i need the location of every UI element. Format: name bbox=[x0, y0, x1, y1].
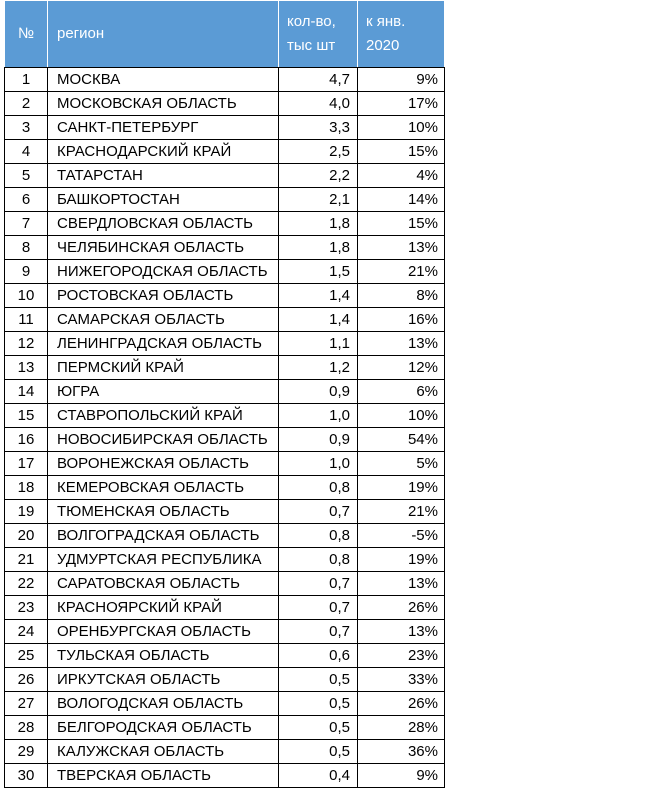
table-row bbox=[5, 644, 445, 668]
row-number: 24 bbox=[5, 620, 48, 644]
row-region: ОРЕНБУРГСКАЯ ОБЛАСТЬ bbox=[48, 620, 279, 644]
row-number: 4 bbox=[5, 140, 48, 164]
row-change: 12% bbox=[358, 356, 445, 380]
row-quantity: 0,6 bbox=[279, 644, 358, 668]
row-number: 19 bbox=[5, 500, 48, 524]
header-quantity-line2: тыс шт bbox=[287, 37, 336, 54]
row-change: 16% bbox=[358, 308, 445, 332]
row-quantity: 4,7 bbox=[279, 68, 358, 92]
row-quantity: 2,1 bbox=[279, 188, 358, 212]
table-row bbox=[5, 692, 445, 716]
table-body bbox=[5, 68, 445, 788]
table-row bbox=[5, 404, 445, 428]
table-row bbox=[5, 356, 445, 380]
header-quantity-line1: кол-во, bbox=[287, 13, 336, 30]
row-number: 5 bbox=[5, 164, 48, 188]
table-row bbox=[5, 92, 445, 116]
row-change: 10% bbox=[358, 116, 445, 140]
table-row bbox=[5, 284, 445, 308]
table-row bbox=[5, 572, 445, 596]
row-region: БЕЛГОРОДСКАЯ ОБЛАСТЬ bbox=[48, 716, 279, 740]
region-table bbox=[4, 0, 445, 788]
row-quantity: 1,8 bbox=[279, 212, 358, 236]
row-quantity: 0,8 bbox=[279, 524, 358, 548]
row-change: 4% bbox=[358, 164, 445, 188]
row-quantity: 1,0 bbox=[279, 452, 358, 476]
row-change: 19% bbox=[358, 548, 445, 572]
row-number: 27 bbox=[5, 692, 48, 716]
table-row bbox=[5, 764, 445, 788]
table-row bbox=[5, 212, 445, 236]
row-change: 8% bbox=[358, 284, 445, 308]
row-quantity: 0,4 bbox=[279, 764, 358, 788]
header-number: № bbox=[5, 1, 48, 68]
row-quantity: 0,7 bbox=[279, 596, 358, 620]
row-change: 21% bbox=[358, 500, 445, 524]
row-region: ЮГРА bbox=[48, 380, 279, 404]
row-quantity: 4,0 bbox=[279, 92, 358, 116]
table-header bbox=[5, 1, 445, 68]
row-quantity: 1,1 bbox=[279, 332, 358, 356]
row-region: ЛЕНИНГРАДСКАЯ ОБЛАСТЬ bbox=[48, 332, 279, 356]
row-quantity: 0,8 bbox=[279, 548, 358, 572]
table-row bbox=[5, 740, 445, 764]
row-region: ПЕРМСКИЙ КРАЙ bbox=[48, 356, 279, 380]
table-row bbox=[5, 116, 445, 140]
row-region: КАЛУЖСКАЯ ОБЛАСТЬ bbox=[48, 740, 279, 764]
row-quantity: 0,5 bbox=[279, 740, 358, 764]
row-number: 10 bbox=[5, 284, 48, 308]
region-table-container bbox=[4, 0, 444, 788]
row-region: СВЕРДЛОВСКАЯ ОБЛАСТЬ bbox=[48, 212, 279, 236]
row-number: 13 bbox=[5, 356, 48, 380]
table-row bbox=[5, 308, 445, 332]
row-region: СТАВРОПОЛЬСКИЙ КРАЙ bbox=[48, 404, 279, 428]
table-row bbox=[5, 476, 445, 500]
row-region: САНКТ-ПЕТЕРБУРГ bbox=[48, 116, 279, 140]
row-number: 26 bbox=[5, 668, 48, 692]
row-change: 13% bbox=[358, 620, 445, 644]
row-change: -5% bbox=[358, 524, 445, 548]
table-row bbox=[5, 524, 445, 548]
row-change: 9% bbox=[358, 764, 445, 788]
table-row bbox=[5, 236, 445, 260]
row-region: ТВЕРСКАЯ ОБЛАСТЬ bbox=[48, 764, 279, 788]
row-region: НОВОСИБИРСКАЯ ОБЛАСТЬ bbox=[48, 428, 279, 452]
row-change: 14% bbox=[358, 188, 445, 212]
row-change: 21% bbox=[358, 260, 445, 284]
table-row bbox=[5, 332, 445, 356]
table-row bbox=[5, 164, 445, 188]
row-number: 12 bbox=[5, 332, 48, 356]
row-number: 23 bbox=[5, 596, 48, 620]
row-number: 14 bbox=[5, 380, 48, 404]
row-change: 13% bbox=[358, 572, 445, 596]
header-row bbox=[5, 1, 445, 68]
row-quantity: 2,5 bbox=[279, 140, 358, 164]
row-quantity: 1,5 bbox=[279, 260, 358, 284]
row-change: 5% bbox=[358, 452, 445, 476]
row-quantity: 0,7 bbox=[279, 500, 358, 524]
row-region: ИРКУТСКАЯ ОБЛАСТЬ bbox=[48, 668, 279, 692]
row-change: 13% bbox=[358, 236, 445, 260]
row-quantity: 1,4 bbox=[279, 284, 358, 308]
row-region: ТУЛЬСКАЯ ОБЛАСТЬ bbox=[48, 644, 279, 668]
row-number: 1 bbox=[5, 68, 48, 92]
row-quantity: 2,2 bbox=[279, 164, 358, 188]
row-region: ТАТАРСТАН bbox=[48, 164, 279, 188]
table-row bbox=[5, 548, 445, 572]
row-number: 17 bbox=[5, 452, 48, 476]
table-row bbox=[5, 596, 445, 620]
row-change: 19% bbox=[358, 476, 445, 500]
row-quantity: 0,7 bbox=[279, 620, 358, 644]
row-region: МОСКВА bbox=[48, 68, 279, 92]
row-number: 25 bbox=[5, 644, 48, 668]
row-quantity: 0,5 bbox=[279, 668, 358, 692]
row-number: 15 bbox=[5, 404, 48, 428]
row-quantity: 1,8 bbox=[279, 236, 358, 260]
row-number: 22 bbox=[5, 572, 48, 596]
row-number: 20 bbox=[5, 524, 48, 548]
row-change: 23% bbox=[358, 644, 445, 668]
row-change: 10% bbox=[358, 404, 445, 428]
row-number: 8 bbox=[5, 236, 48, 260]
row-number: 7 bbox=[5, 212, 48, 236]
row-change: 28% bbox=[358, 716, 445, 740]
row-quantity: 0,8 bbox=[279, 476, 358, 500]
row-region: КРАСНОДАРСКИЙ КРАЙ bbox=[48, 140, 279, 164]
row-change: 26% bbox=[358, 692, 445, 716]
row-number: 29 bbox=[5, 740, 48, 764]
row-region: УДМУРТСКАЯ РЕСПУБЛИКА bbox=[48, 548, 279, 572]
row-region: МОСКОВСКАЯ ОБЛАСТЬ bbox=[48, 92, 279, 116]
header-change-line2: 2020 bbox=[366, 37, 400, 54]
row-quantity: 0,5 bbox=[279, 692, 358, 716]
row-region: НИЖЕГОРОДСКАЯ ОБЛАСТЬ bbox=[48, 260, 279, 284]
row-quantity: 3,3 bbox=[279, 116, 358, 140]
row-region: ВОРОНЕЖСКАЯ ОБЛАСТЬ bbox=[48, 452, 279, 476]
row-region: КРАСНОЯРСКИЙ КРАЙ bbox=[48, 596, 279, 620]
row-change: 13% bbox=[358, 332, 445, 356]
row-quantity: 0,5 bbox=[279, 716, 358, 740]
row-number: 6 bbox=[5, 188, 48, 212]
row-change: 17% bbox=[358, 92, 445, 116]
row-region: САРАТОВСКАЯ ОБЛАСТЬ bbox=[48, 572, 279, 596]
row-region: РОСТОВСКАЯ ОБЛАСТЬ bbox=[48, 284, 279, 308]
table-row bbox=[5, 260, 445, 284]
table-row bbox=[5, 620, 445, 644]
row-quantity: 0,9 bbox=[279, 380, 358, 404]
row-number: 3 bbox=[5, 116, 48, 140]
table-row bbox=[5, 428, 445, 452]
row-region: ТЮМЕНСКАЯ ОБЛАСТЬ bbox=[48, 500, 279, 524]
table-row bbox=[5, 452, 445, 476]
table-row bbox=[5, 500, 445, 524]
row-change: 9% bbox=[358, 68, 445, 92]
table-row bbox=[5, 68, 445, 92]
row-region: КЕМЕРОВСКАЯ ОБЛАСТЬ bbox=[48, 476, 279, 500]
row-change: 26% bbox=[358, 596, 445, 620]
row-change: 15% bbox=[358, 212, 445, 236]
header-change bbox=[358, 1, 445, 68]
row-region: ВОЛГОГРАДСКАЯ ОБЛАСТЬ bbox=[48, 524, 279, 548]
row-number: 16 bbox=[5, 428, 48, 452]
row-change: 33% bbox=[358, 668, 445, 692]
row-change: 15% bbox=[358, 140, 445, 164]
row-number: 30 bbox=[5, 764, 48, 788]
header-region: регион bbox=[48, 1, 279, 68]
row-change: 36% bbox=[358, 740, 445, 764]
table-row bbox=[5, 188, 445, 212]
row-quantity: 1,0 bbox=[279, 404, 358, 428]
row-number: 21 bbox=[5, 548, 48, 572]
row-region: ЧЕЛЯБИНСКАЯ ОБЛАСТЬ bbox=[48, 236, 279, 260]
row-change: 6% bbox=[358, 380, 445, 404]
header-change-line1: к янв. bbox=[366, 13, 406, 30]
row-quantity: 1,4 bbox=[279, 308, 358, 332]
row-quantity: 0,9 bbox=[279, 428, 358, 452]
row-region: БАШКОРТОСТАН bbox=[48, 188, 279, 212]
row-quantity: 0,7 bbox=[279, 572, 358, 596]
table-row bbox=[5, 668, 445, 692]
row-region: САМАРСКАЯ ОБЛАСТЬ bbox=[48, 308, 279, 332]
table-row bbox=[5, 716, 445, 740]
row-number: 28 bbox=[5, 716, 48, 740]
header-quantity bbox=[279, 1, 358, 68]
row-change: 54% bbox=[358, 428, 445, 452]
row-number: 9 bbox=[5, 260, 48, 284]
row-number: 11 bbox=[5, 308, 48, 332]
row-quantity: 1,2 bbox=[279, 356, 358, 380]
table-row bbox=[5, 380, 445, 404]
row-region: ВОЛОГОДСКАЯ ОБЛАСТЬ bbox=[48, 692, 279, 716]
table-row bbox=[5, 140, 445, 164]
row-number: 18 bbox=[5, 476, 48, 500]
row-number: 2 bbox=[5, 92, 48, 116]
